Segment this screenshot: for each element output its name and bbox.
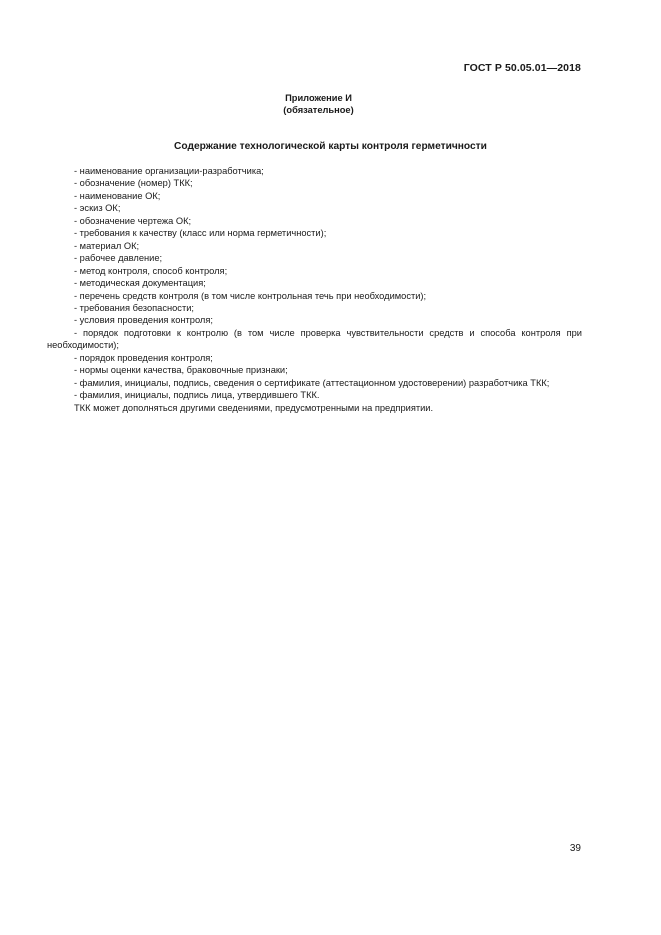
section-heading: Содержание технологической карты контроля герметичности	[174, 141, 487, 152]
list-item: - метод контроля, способ контроля;	[74, 265, 228, 276]
page-number: 39	[569, 843, 581, 854]
list-item: - материал ОК;	[74, 240, 140, 251]
list-item: - фамилия, инициалы, подпись, сведения о сертификате (аттестационном удостоверении) разработчика ТКК;	[74, 377, 550, 388]
list-item: - обозначение чертежа ОК;	[74, 215, 192, 226]
document-code: ГОСТ Р 50.05.01—2018	[463, 62, 581, 74]
content-list	[47, 165, 582, 414]
list-item: - наименование ОК;	[74, 190, 161, 201]
list-item: - требования безопасности;	[74, 302, 194, 313]
annex-status: (обязательное)	[283, 105, 354, 115]
closing-note: ТКК может дополняться другими сведениями, предусмотренными на предприятии.	[74, 402, 434, 413]
list-item: - обозначение (номер) ТКК;	[74, 178, 193, 189]
annex-block	[0, 92, 661, 116]
list-item: - эскиз ОК;	[74, 203, 121, 214]
list-item: - требования к качеству (класс или норма герметичности);	[74, 228, 327, 239]
list-item: - наименование организации-разработчика;	[74, 166, 264, 176]
annex-title: Приложение И	[285, 93, 352, 103]
list-item: - перечень средств контроля (в том числе контрольная течь при необходимости);	[74, 290, 427, 301]
list-item: - методическая документация;	[74, 278, 206, 289]
list-item: - фамилия, инициалы, подпись лица, утвердившего ТКК.	[74, 390, 320, 401]
list-item: - порядок проведения контроля;	[74, 352, 213, 363]
list-item: - условия проведения контроля;	[74, 315, 213, 326]
list-item: - рабочее давление;	[74, 253, 163, 264]
list-item: - нормы оценки качества, браковочные признаки;	[74, 365, 288, 376]
list-item: - порядок подготовки к контролю (в том числе проверка чувствительности средств и способа контроля при необходимости);	[47, 327, 582, 351]
